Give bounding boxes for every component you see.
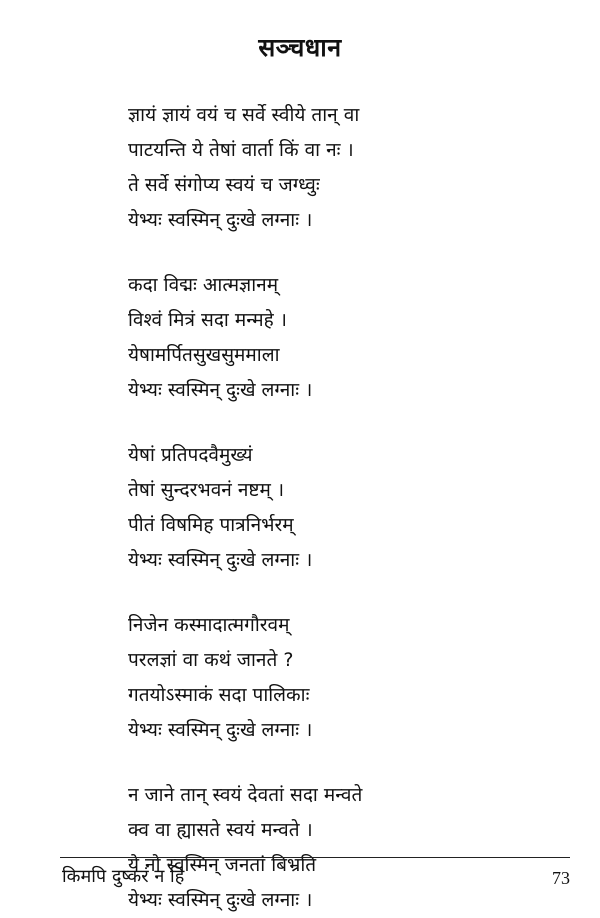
verse-line: कदा विद्मः आत्मज्ञानम् (128, 274, 279, 296)
verse-line: येभ्यः स्वस्मिन् दुःखे लग्नाः । (128, 719, 313, 741)
stanza-3 (128, 438, 548, 578)
verse-line: येभ्यः स्वस्मिन् दुःखे लग्नाः । (128, 549, 313, 571)
verse-line: येभ्यः स्वस्मिन् दुःखे लग्नाः । (128, 379, 313, 401)
verse-line: न जाने तान् स्वयं देवतां सदा मन्वते (128, 784, 363, 806)
verse-line: पाटयन्ति ये तेषां वार्ता किं वा नः । (128, 139, 354, 161)
poem-body (128, 98, 548, 918)
verse-line: गतयोऽस्माकं सदा पालिकाः (128, 684, 310, 706)
verse-line: येभ्यः स्वस्मिन् दुःखे लग्नाः । (128, 889, 313, 911)
verse-line: ते सर्वे संगोप्य स्वयं च जग्ध्वुः (128, 174, 320, 196)
verse-line: ज्ञायं ज्ञायं वयं च सर्वे स्वीये तान् वा (128, 104, 360, 126)
page-title: सञ्चधान (258, 33, 342, 62)
verse-line: पीतं विषमिह पात्रनिर्भरम् (128, 514, 294, 536)
verse-line: येषामर्पितसुखसुममाला (128, 344, 280, 366)
verse-line: विश्वं मित्रं सदा मन्महे । (128, 309, 287, 331)
verse-line: ये नो स्वस्मिन् जनतां बिभ्रति (128, 854, 317, 876)
page-number: 73 (552, 868, 570, 888)
stanza-5 (128, 778, 548, 918)
verse-line: तेषां सुन्दरभवनं नष्टम् । (128, 479, 285, 501)
footer-divider (60, 857, 570, 858)
verse-line: येषां प्रतिपदवैमुख्यं (128, 444, 253, 466)
verse-line: येभ्यः स्वस्मिन् दुःखे लग्नाः । (128, 209, 313, 231)
stanza-4 (128, 608, 548, 748)
running-footer: किमपि दुष्करं न हि (62, 866, 185, 887)
stanza-1 (128, 98, 548, 238)
stanza-2 (128, 268, 548, 408)
verse-line: परलज्ञां वा कथं जानते ? (128, 649, 294, 671)
verse-line: क्व वा ह्यासते स्वयं मन्वते । (128, 819, 313, 841)
verse-line: निजेन कस्मादात्मगौरवम् (128, 614, 290, 636)
